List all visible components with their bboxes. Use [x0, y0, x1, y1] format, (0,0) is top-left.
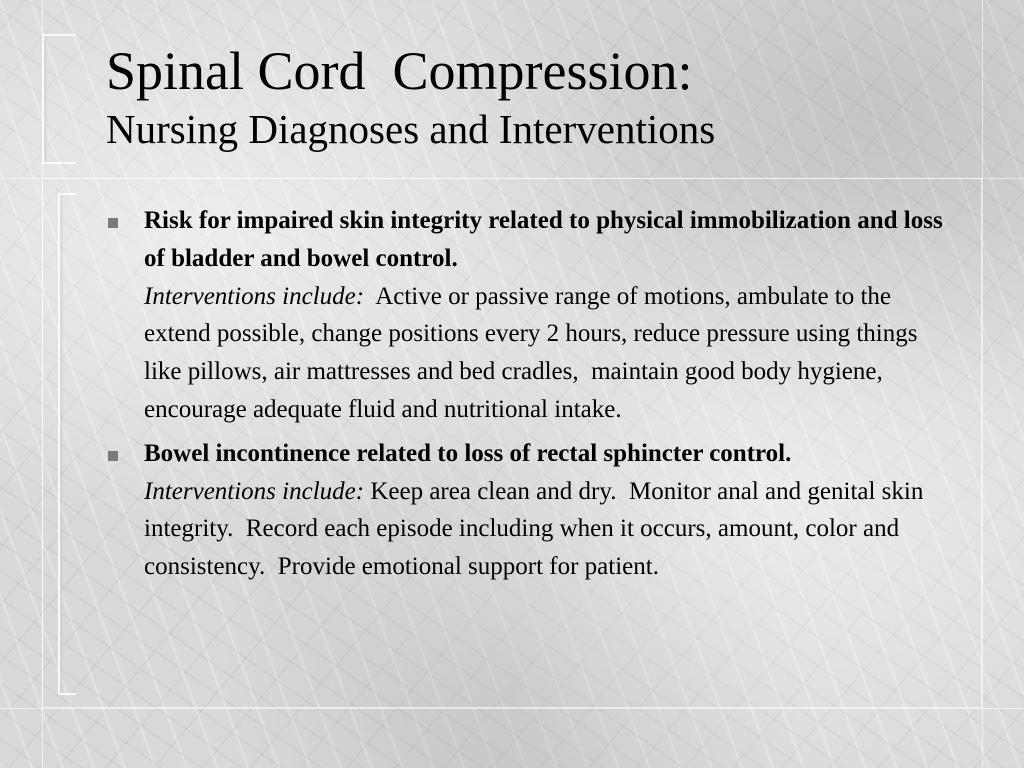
bullet-item-bowel-incontinence	[108, 435, 953, 586]
frame-line-bottom	[0, 708, 1024, 709]
title-bracket	[42, 34, 76, 164]
interventions-label: Interventions include:	[144, 477, 365, 505]
square-bullet-icon	[108, 218, 118, 228]
interventions-text: Keep area clean and dry. Monitor anal and genital skin integrity. Record each episode including when it occurs, amount, color and consistency. Provide emotional support for patient.	[144, 477, 930, 581]
bullet-item-skin-integrity	[108, 202, 953, 429]
bullet-diagnosis: Risk for impaired skin integrity related to physical immobilization and loss of bladder and bowel control.	[144, 207, 949, 272]
bullet-list	[108, 202, 953, 592]
slide-title: Spinal Cord Compression:	[106, 41, 693, 101]
title-block	[106, 38, 1006, 154]
interventions-label: Interventions include:	[144, 282, 365, 310]
square-bullet-icon	[108, 451, 118, 461]
slide-subtitle: Nursing Diagnoses and Interventions	[106, 106, 716, 152]
bullet-diagnosis: Bowel incontinence related to loss of rectal sphincter control.	[144, 439, 792, 467]
interventions-text: Active or passive range of motions, ambulate to the extend possible, change positions every 2 hours, reduce pressure using things like pillows, air mattresses and bed cradles, maintain good body hygiene, encourage adequate fluid and nutritional intake.	[144, 282, 924, 423]
